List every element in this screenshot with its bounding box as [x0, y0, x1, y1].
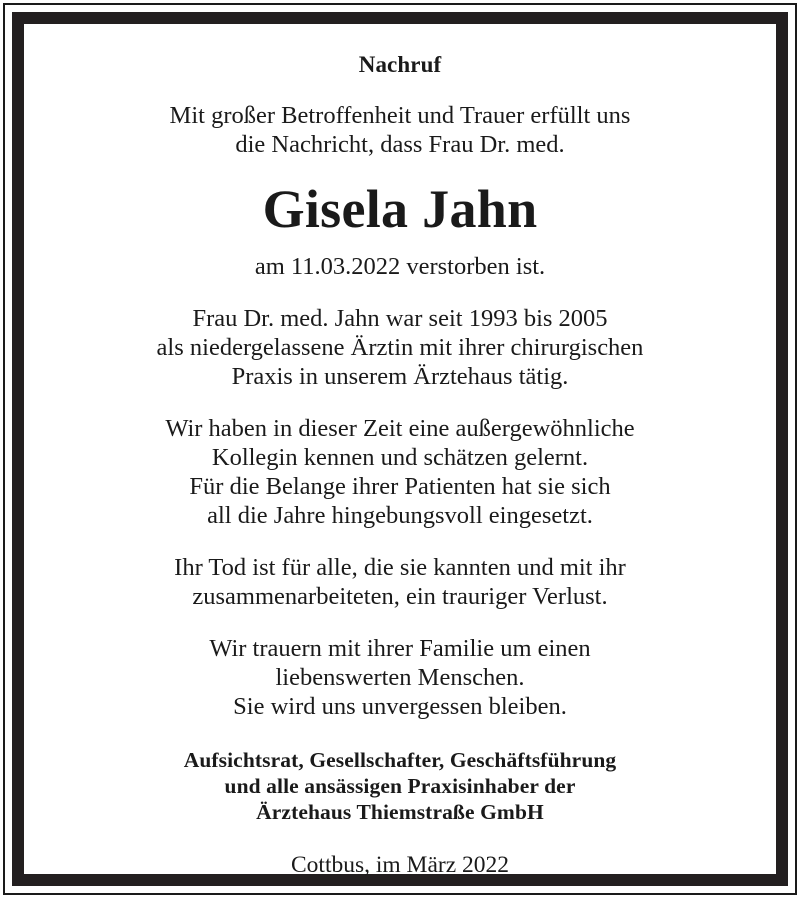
- paragraph-line: Für die Belange ihrer Patienten hat sie sich: [189, 473, 611, 501]
- death-date: am 11.03.2022 verstorben ist.: [254, 253, 546, 281]
- paragraph-line: Frau Dr. med. Jahn war seit 1993 bis 2005: [192, 305, 608, 333]
- intro-line: Mit großer Betroffenheit und Trauer erfüllt uns: [169, 102, 631, 130]
- place-and-date: Cottbus, im März 2022: [290, 852, 510, 879]
- paragraph-line: all die Jahre hingebungsvoll eingesetzt.: [207, 502, 593, 530]
- signatory-line: und alle ansässigen Praxisinhaber der: [224, 774, 576, 799]
- intro-line: die Nachricht, dass Frau Dr. med.: [235, 131, 565, 159]
- paragraph-line: Sie wird uns unvergessen bleiben.: [233, 693, 567, 721]
- paragraph-line: Praxis in unserem Ärztehaus tätig.: [231, 363, 569, 391]
- notice-heading: Nachruf: [358, 52, 442, 77]
- signatory-line: Aufsichtsrat, Gesellschafter, Geschäftsführung: [183, 748, 617, 773]
- signatory-block: [54, 747, 746, 825]
- notice-content: [24, 24, 776, 879]
- paragraph-line: zusammenarbeiteten, ein trauriger Verlust.: [192, 583, 608, 611]
- paragraph-line: Ihr Tod ist für alle, die sie kannten und mit ihr: [174, 554, 626, 582]
- paragraph-appreciation: [54, 414, 746, 530]
- paragraph-line: als niedergelassene Ärztin mit ihrer chirurgischen: [156, 334, 644, 362]
- deceased-name: Gisela Jahn: [262, 179, 538, 240]
- paragraph-line: Kollegin kennen und schätzen gelernt.: [211, 444, 589, 472]
- paragraph-loss: [54, 553, 746, 611]
- paragraph-mourning: [54, 634, 746, 721]
- signatory-line: Ärztehaus Thiemstraße GmbH: [256, 800, 544, 825]
- paragraph-career: [54, 304, 746, 391]
- paragraph-line: liebenswerten Menschen.: [275, 664, 525, 692]
- paragraph-line: Wir haben in dieser Zeit eine außergewöhnliche: [165, 415, 635, 443]
- paragraph-line: Wir trauern mit ihrer Familie um einen: [209, 635, 591, 663]
- intro-paragraph: [54, 101, 746, 159]
